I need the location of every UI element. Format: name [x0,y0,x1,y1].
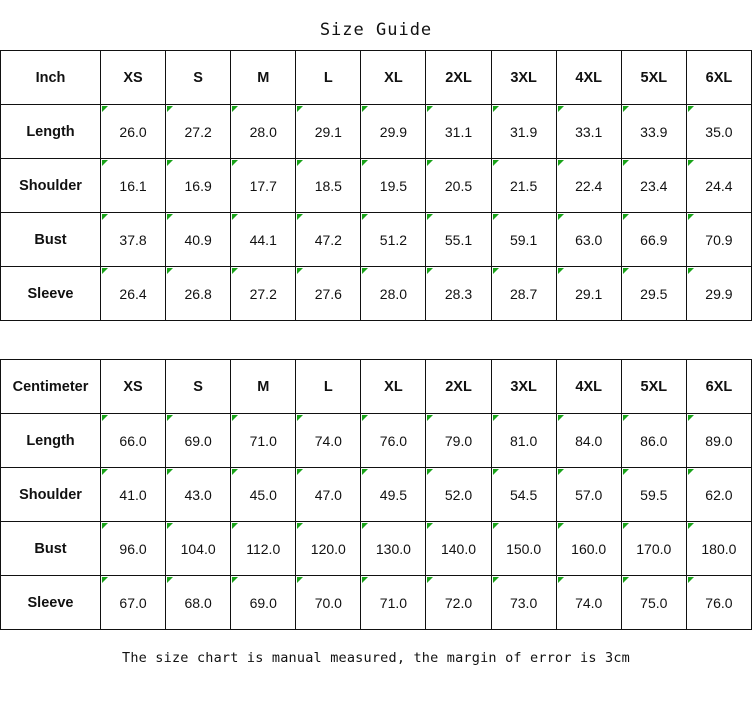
cell-inch-bust-3xl: 59.1 [491,213,556,267]
table-row [1,468,752,522]
row-label-length: Length [1,105,101,159]
cell-inch-shoulder-xs: 16.1 [101,159,166,213]
cell-cm-bust-4xl: 160.0 [556,522,621,576]
cell-cm-sleeve-s: 68.0 [166,576,231,630]
size-header-cm-6xl: 6XL [686,360,751,414]
cell-inch-bust-xl: 51.2 [361,213,426,267]
cell-cm-shoulder-5xl: 59.5 [621,468,686,522]
cell-inch-length-5xl: 33.9 [621,105,686,159]
cell-cm-length-5xl: 86.0 [621,414,686,468]
size-header-l: L [296,51,361,105]
table-row [1,522,752,576]
cell-cm-shoulder-xl: 49.5 [361,468,426,522]
cell-inch-bust-m: 44.1 [231,213,296,267]
cell-inch-length-m: 28.0 [231,105,296,159]
cell-cm-bust-xs: 96.0 [101,522,166,576]
size-header-cm-m: M [231,360,296,414]
cell-inch-shoulder-4xl: 22.4 [556,159,621,213]
cell-inch-shoulder-6xl: 24.4 [686,159,751,213]
cell-inch-bust-l: 47.2 [296,213,361,267]
cell-cm-bust-6xl: 180.0 [686,522,751,576]
size-header-s: S [166,51,231,105]
row-label-cm-bust: Bust [1,522,101,576]
row-label-bust: Bust [1,213,101,267]
size-header-cm-2xl: 2XL [426,360,491,414]
cell-inch-sleeve-2xl: 28.3 [426,267,491,321]
cell-cm-shoulder-m: 45.0 [231,468,296,522]
cell-cm-shoulder-xs: 41.0 [101,468,166,522]
cell-cm-length-xs: 66.0 [101,414,166,468]
cell-cm-sleeve-xl: 71.0 [361,576,426,630]
cell-inch-shoulder-m: 17.7 [231,159,296,213]
cell-cm-shoulder-6xl: 62.0 [686,468,751,522]
size-header-xl: XL [361,51,426,105]
table-row [1,576,752,630]
size-header-cm-5xl: 5XL [621,360,686,414]
cell-inch-length-l: 29.1 [296,105,361,159]
cell-cm-length-s: 69.0 [166,414,231,468]
cell-cm-sleeve-6xl: 76.0 [686,576,751,630]
cell-inch-bust-6xl: 70.9 [686,213,751,267]
cell-cm-sleeve-4xl: 74.0 [556,576,621,630]
table-row [1,213,752,267]
cell-cm-sleeve-l: 70.0 [296,576,361,630]
table-row [1,159,752,213]
cell-inch-length-4xl: 33.1 [556,105,621,159]
page-title: Size Guide [319,20,433,40]
cell-inch-length-3xl: 31.9 [491,105,556,159]
size-header-5xl: 5XL [621,51,686,105]
cell-cm-bust-5xl: 170.0 [621,522,686,576]
cell-cm-sleeve-m: 69.0 [231,576,296,630]
cell-inch-bust-s: 40.9 [166,213,231,267]
cell-inch-bust-4xl: 63.0 [556,213,621,267]
cell-inch-bust-2xl: 55.1 [426,213,491,267]
cell-cm-sleeve-2xl: 72.0 [426,576,491,630]
table-row [1,105,752,159]
cell-inch-sleeve-4xl: 29.1 [556,267,621,321]
cell-inch-shoulder-3xl: 21.5 [491,159,556,213]
cell-cm-length-xl: 76.0 [361,414,426,468]
cell-cm-length-m: 71.0 [231,414,296,468]
row-label-cm-shoulder: Shoulder [1,468,101,522]
cell-cm-length-4xl: 84.0 [556,414,621,468]
cell-cm-length-l: 74.0 [296,414,361,468]
cell-cm-shoulder-4xl: 57.0 [556,468,621,522]
row-label-cm-length: Length [1,414,101,468]
size-header-xs: XS [101,51,166,105]
unit-header-inch: Inch [1,51,101,105]
cell-cm-bust-2xl: 140.0 [426,522,491,576]
table-row [1,267,752,321]
cell-inch-shoulder-5xl: 23.4 [621,159,686,213]
cell-cm-shoulder-s: 43.0 [166,468,231,522]
cell-inch-shoulder-s: 16.9 [166,159,231,213]
size-table-inch [0,50,752,321]
cell-inch-shoulder-xl: 19.5 [361,159,426,213]
cell-inch-sleeve-m: 27.2 [231,267,296,321]
unit-header-centimeter: Centimeter [1,360,101,414]
cell-inch-length-2xl: 31.1 [426,105,491,159]
cell-cm-sleeve-3xl: 73.0 [491,576,556,630]
cell-inch-bust-5xl: 66.9 [621,213,686,267]
size-header-m: M [231,51,296,105]
cell-inch-sleeve-6xl: 29.9 [686,267,751,321]
cell-cm-bust-s: 104.0 [166,522,231,576]
cell-inch-sleeve-5xl: 29.5 [621,267,686,321]
table-spacer [0,321,752,359]
cell-cm-shoulder-2xl: 52.0 [426,468,491,522]
row-label-sleeve: Sleeve [1,267,101,321]
size-header-cm-3xl: 3XL [491,360,556,414]
cell-cm-length-3xl: 81.0 [491,414,556,468]
cell-cm-bust-m: 112.0 [231,522,296,576]
cell-cm-bust-l: 120.0 [296,522,361,576]
size-header-3xl: 3XL [491,51,556,105]
cell-inch-shoulder-l: 18.5 [296,159,361,213]
cell-inch-sleeve-3xl: 28.7 [491,267,556,321]
cell-cm-shoulder-l: 47.0 [296,468,361,522]
row-label-shoulder: Shoulder [1,159,101,213]
size-header-cm-4xl: 4XL [556,360,621,414]
size-header-cm-s: S [166,360,231,414]
size-table-centimeter [0,359,752,630]
measurement-disclaimer: The size chart is manual measured, the margin of error is 3cm [122,650,630,666]
cell-cm-sleeve-5xl: 75.0 [621,576,686,630]
cell-inch-sleeve-s: 26.8 [166,267,231,321]
cell-inch-shoulder-2xl: 20.5 [426,159,491,213]
cell-cm-bust-3xl: 150.0 [491,522,556,576]
cell-inch-length-xl: 29.9 [361,105,426,159]
table-header-row [1,51,752,105]
size-header-cm-l: L [296,360,361,414]
size-header-cm-xl: XL [361,360,426,414]
cell-inch-length-s: 27.2 [166,105,231,159]
size-header-cm-xs: XS [101,360,166,414]
cell-cm-shoulder-3xl: 54.5 [491,468,556,522]
size-header-2xl: 2XL [426,51,491,105]
cell-inch-sleeve-l: 27.6 [296,267,361,321]
cell-inch-length-xs: 26.0 [101,105,166,159]
cell-cm-sleeve-xs: 67.0 [101,576,166,630]
size-header-4xl: 4XL [556,51,621,105]
cell-inch-length-6xl: 35.0 [686,105,751,159]
cell-cm-length-2xl: 79.0 [426,414,491,468]
table-row [1,414,752,468]
cell-cm-length-6xl: 89.0 [686,414,751,468]
cell-cm-bust-xl: 130.0 [361,522,426,576]
cell-inch-bust-xs: 37.8 [101,213,166,267]
size-header-6xl: 6XL [686,51,751,105]
row-label-cm-sleeve: Sleeve [1,576,101,630]
cell-inch-sleeve-xs: 26.4 [101,267,166,321]
table-header-row [1,360,752,414]
cell-inch-sleeve-xl: 28.0 [361,267,426,321]
